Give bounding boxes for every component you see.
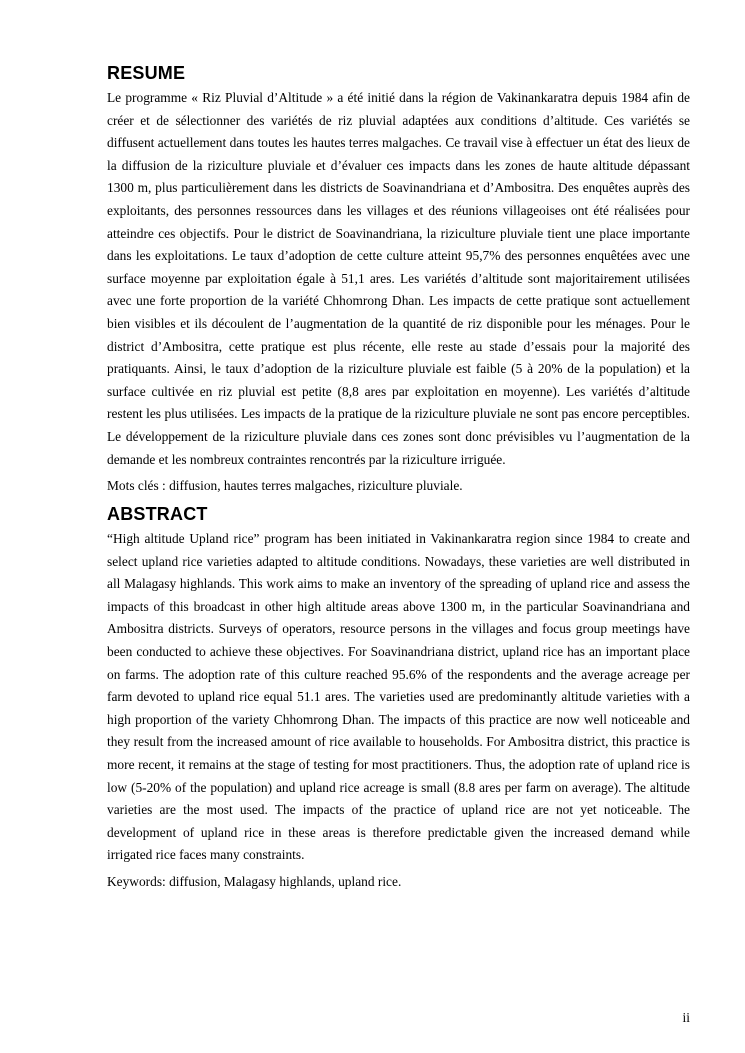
abstract-heading: ABSTRACT [107,504,208,525]
resume-heading: RESUME [107,63,186,83]
resume-keywords: Mots clés : diffusion, hautes terres malgaches, riziculture pluviale. [107,478,463,494]
page-number: ii [682,1010,690,1025]
document-page [107,60,690,893]
abstract-keywords: Keywords: diffusion, Malagasy highlands, upland rice. [107,874,402,889]
resume-paragraph: Le programme « Riz Pluvial d’Altitude » a été initié dans la région de Vakinankaratra depuis 1984 afin de créer et de sélectionner des variétés de riz pluvial adaptées aux conditions d’altitude. Ces variétés se diffusent actuellement dans toutes les hautes terres malgaches. Ce travail vise à effectuer un état des lieux de la diffusion de la riziculture pluviale et d’évaluer ces impacts dans les zones de haute altitude dépassant 1300 m, plus particulièrement dans les districts de Soavinandriana et d’Ambositra. Des enquêtes auprès des exploitants, des personnes ressources dans les villages et des réunions villageoises ont été réalisées pour atteindre ces objectifs. Pour le district de Soavinandriana, la riziculture pluviale tient une place importante dans les exploitations. Le taux d’adoption de cette culture atteint 95,7% des personnes enquêtées avec une surface moyenne par exploitation égale à 51,1 ares. Les variétés d’altitude sont majoritairement utilisées avec une forte proportion de la variété Chhomrong Dhan. Les impacts de cette pratique sont actuellement bien visibles et ils découlent de l’augmentation de la quantité de riz disponible pour les ménages. Pour le district d’Ambositra, cette pratique est plus récente, elle reste au stade d’essais pour la majorité des pratiquants. Ainsi, le taux d’adoption de la riziculture pluviale est faible (5 à 20% de la population) et la surface cultivée en riz pluvial est petite (8,8 ares par exploitation en moyenne). Les variétés d’altitude restent les plus utilisées. Les impacts de la pratique de la riziculture pluviale ne sont pas encore perceptibles. Le développement de la riziculture pluviale dans ces zones sont donc prévisibles vu l’augmentation de la demande et les nombreux contraintes rencontrés par la riziculture irriguée. [107,90,690,467]
resume-section [107,60,690,497]
abstract-paragraph: “High altitude Upland rice” program has been initiated in Vakinankaratra region since 1984 to create and select upland rice varieties adapted to altitude conditions. Nowadays, these varieties are well distributed in all Malagasy highlands. This work aims to make an inventory of the spreading of upland rice and assess the impacts of this broadcast in other high altitude areas above 1300 m, in the particular Soavinandriana and Ambositra districts. Surveys of operators, resource persons in the villages and focus group meetings have been conducted to achieve these objectives. For Soavinandriana district, upland rice has an important place on farms. The adoption rate of this culture reached 95.6% of the respondents and the average acreage per farm devoted to upland rice equal 51.1 ares. The varieties used are predominantly altitude varieties with a high proportion of the variety Chhomrong Dhan. The impacts of this practice are now well noticeable and they result from the increased amount of rice available to households. For Ambositra district, this practice is more recent, it remains at the stage of testing for most practitioners. Thus, the adoption rate of upland rice is low (5-20% of the population) and upland rice acreage is small (8.8 ares per farm on average). The altitude varieties are the most used. The impacts of the practice of upland rice are not yet noticeable. The development of upland rice in these areas is therefore predictable given the increased demand while irrigated rice faces many constraints. [107,531,690,863]
abstract-section [107,501,690,893]
